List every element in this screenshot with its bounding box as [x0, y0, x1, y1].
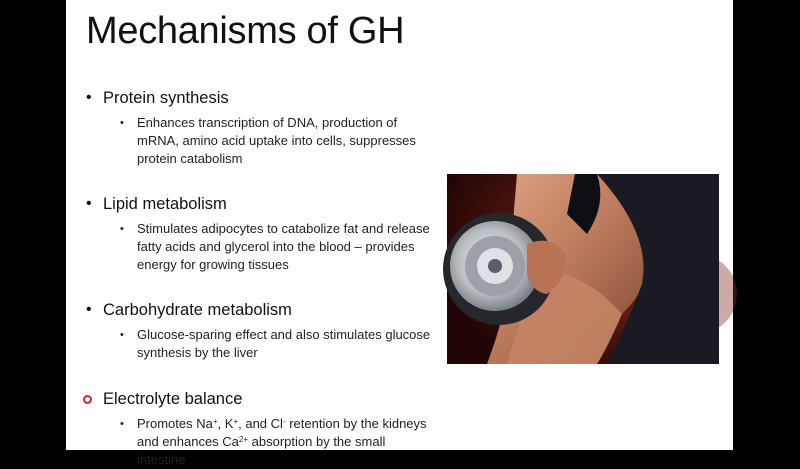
bullet-heading	[86, 88, 446, 108]
sub-bullet-text: Enhances transcription of DNA, production of mRNA, amino acid uptake into cells, suppresses protein catabolism	[137, 115, 416, 166]
heading-text: Lipid metabolism	[103, 195, 227, 213]
bullet-icon: •	[86, 301, 92, 318]
bullet-icon: •	[86, 195, 92, 212]
bullet-heading	[86, 300, 446, 320]
bullet-icon: •	[120, 418, 124, 430]
weightlifter-dumbbell-photo	[447, 174, 719, 364]
bullet-icon: •	[120, 329, 124, 341]
section-carbohydrate-metabolism	[86, 300, 446, 362]
section-lipid-metabolism	[86, 194, 446, 274]
pointer-dot-icon	[83, 395, 92, 404]
sub-bullet-text: Stimulates adipocytes to catabolize fat and release fatty acids and glycerol into the blood – provides energy for growing tissues	[137, 221, 430, 272]
bullet-heading	[86, 194, 446, 214]
heading-text: Carbohydrate metabolism	[103, 301, 292, 319]
heading-text: Electrolyte balance	[103, 390, 243, 408]
sub-bullet	[120, 415, 437, 469]
slide	[66, 0, 733, 467]
bullet-icon: •	[86, 89, 92, 106]
sub-bullet	[120, 220, 437, 274]
section-electrolyte-balance	[86, 389, 446, 469]
bullet-icon: •	[120, 223, 124, 235]
sub-bullet-text: Glucose-sparing effect and also stimulates glucose synthesis by the liver	[137, 327, 431, 360]
slide-title: Mechanisms of GH	[86, 10, 405, 52]
sub-bullet	[120, 114, 437, 168]
section-protein-synthesis	[86, 88, 446, 168]
bullet-heading	[86, 389, 446, 409]
sub-bullet-text: Promotes Na+, K+, and Cl- retention by the kidneys and enhances $Ca^{2+}$ absorption by the small intestine	[137, 416, 427, 467]
heading-text: Protein synthesis	[103, 89, 229, 107]
sub-bullet	[120, 326, 437, 362]
bullet-icon: •	[120, 117, 124, 129]
